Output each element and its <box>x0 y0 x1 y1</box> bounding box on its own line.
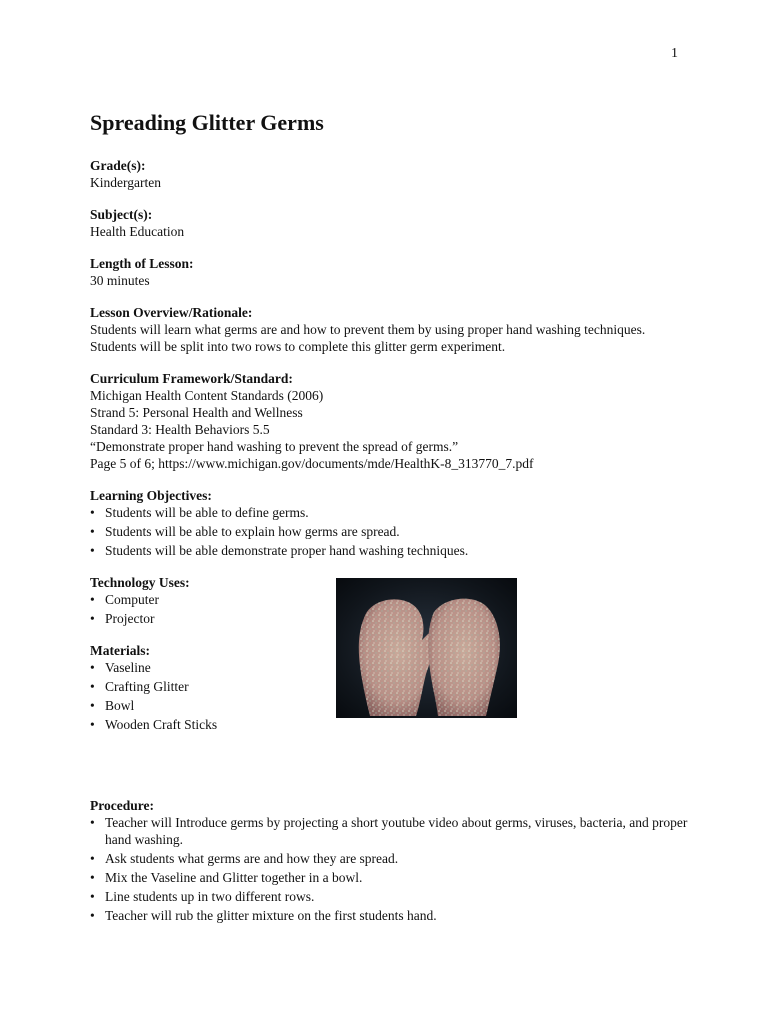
grades-value: Kindergarten <box>90 175 161 190</box>
objectives-label: Learning Objectives: <box>90 488 212 503</box>
length-value: 30 minutes <box>90 273 150 288</box>
curriculum-quote: “Demonstrate proper hand washing to prevent the spread of germs.” <box>90 439 459 454</box>
technology-label: Technology Uses: <box>90 575 190 590</box>
overview-section <box>90 304 690 355</box>
curriculum-source-link: Page 5 of 6; https://www.michigan.gov/documents/mde/HealthK-8_313770_7.pdf <box>90 456 534 471</box>
list-item: • Teacher will Introduce germs by projecting a short youtube video about germs, viruses, bacteria, and proper hand washing. <box>90 814 690 848</box>
objectives-section <box>90 487 690 559</box>
list-item: • Students will be able to define germs. <box>90 504 690 521</box>
list-item: • Mix the Vaseline and Glitter together in a bowl. <box>90 869 690 886</box>
overview-label: Lesson Overview/Rationale: <box>90 305 253 320</box>
left-hand <box>359 599 437 716</box>
list-item: • Students will be able to explain how germs are spread. <box>90 523 690 540</box>
procedure-list <box>90 814 690 924</box>
objectives-list <box>90 504 690 559</box>
materials-label: Materials: <box>90 643 150 658</box>
procedure-label: Procedure: <box>90 798 154 813</box>
list-item: • Ask students what germs are and how they are spread. <box>90 850 690 867</box>
overview-line: Students will be split into two rows to complete this glitter germ experiment. <box>90 339 506 354</box>
list-item: • Teacher will rub the glitter mixture on the first students hand. <box>90 907 690 924</box>
list-item: • Vaseline <box>90 659 690 676</box>
list-item: • Wooden Craft Sticks <box>90 716 690 733</box>
list-item: • Crafting Glitter <box>90 678 690 695</box>
overview-line: Students will learn what germs are and how to prevent them by using proper hand washing techniques. <box>90 322 646 337</box>
lesson-plan <box>90 108 690 939</box>
glitter-hands-photo <box>336 578 517 718</box>
curriculum-line: Standard 3: Health Behaviors 5.5 <box>90 422 270 437</box>
list-item: • Projector <box>90 610 690 627</box>
subjects-label: Subject(s): <box>90 207 153 222</box>
length-section <box>90 255 690 289</box>
curriculum-section <box>90 370 690 472</box>
page-number: 1 <box>671 46 678 61</box>
list-item: • Computer <box>90 591 690 608</box>
curriculum-label: Curriculum Framework/Standard: <box>90 371 293 386</box>
curriculum-line: Strand 5: Personal Health and Wellness <box>90 405 303 420</box>
length-label: Length of Lesson: <box>90 256 194 271</box>
list-item: • Line students up in two different rows. <box>90 888 690 905</box>
subjects-section <box>90 206 690 240</box>
list-item: • Bowl <box>90 697 690 714</box>
subjects-value: Health Education <box>90 224 185 239</box>
page-title: Spreading Glitter Germs <box>90 110 324 135</box>
procedure-section <box>90 797 690 924</box>
grades-label: Grade(s): <box>90 158 146 173</box>
grades-section <box>90 157 690 191</box>
right-hand <box>428 599 500 716</box>
curriculum-line: Michigan Health Content Standards (2006) <box>90 388 324 403</box>
list-item: • Students will be able demonstrate proper hand washing techniques. <box>90 542 690 559</box>
